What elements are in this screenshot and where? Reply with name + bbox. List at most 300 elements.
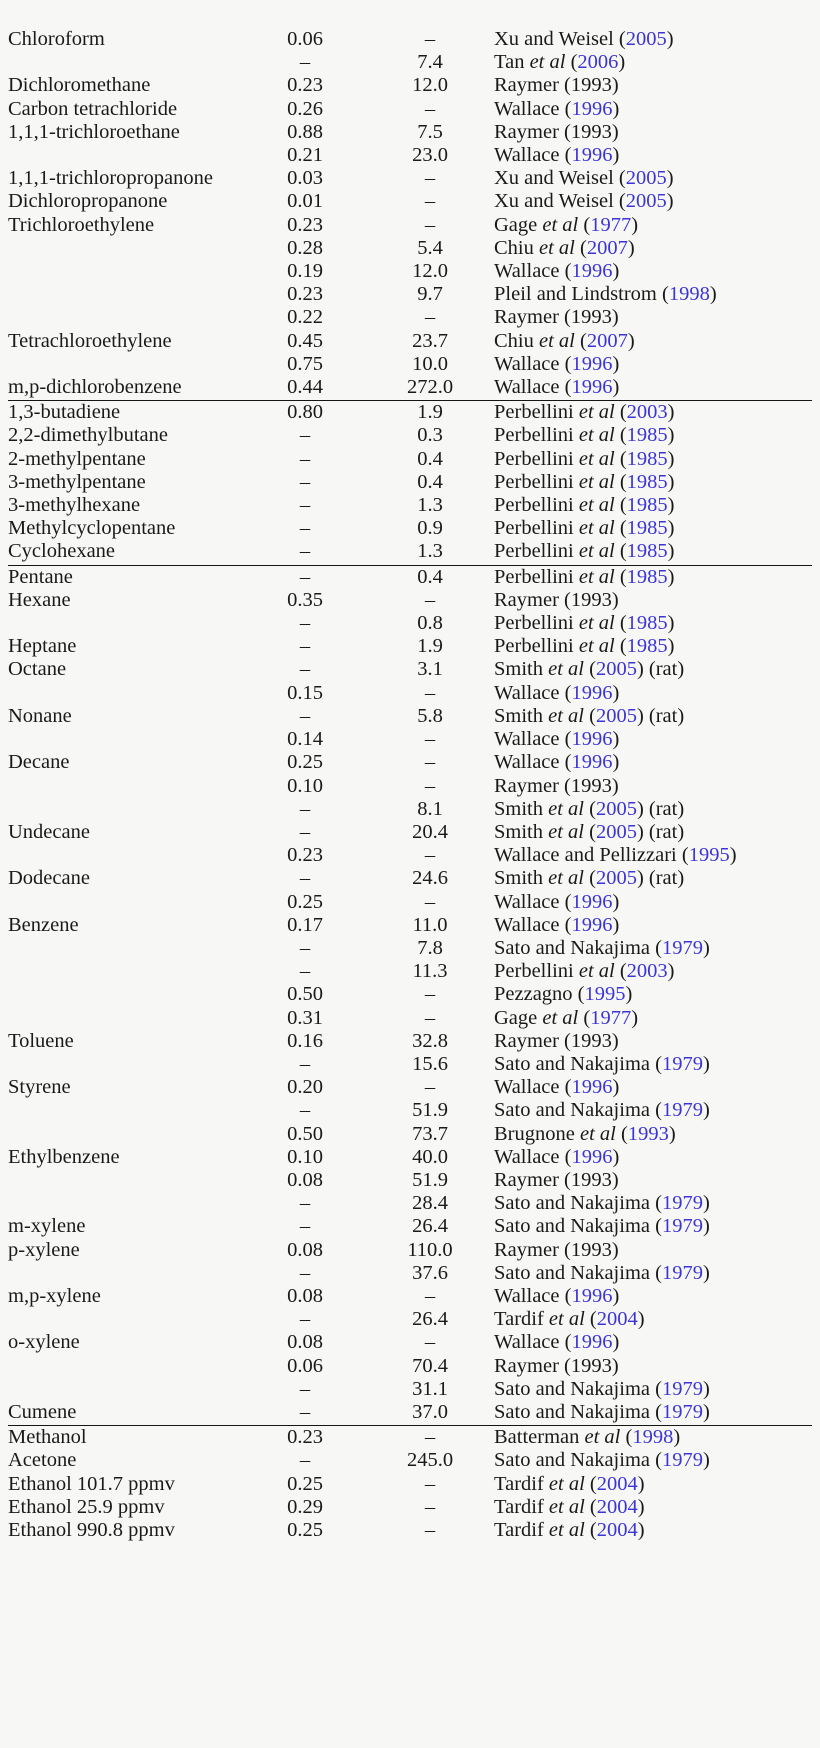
compound-name	[8, 728, 244, 751]
reference-suffix: )	[612, 913, 620, 936]
table-row	[8, 705, 812, 728]
reference-suffix: )	[702, 1261, 710, 1284]
reference-year[interactable]: 2007	[586, 236, 628, 259]
reference-authors: Gage	[494, 1006, 543, 1029]
reference-et-al: et al	[548, 1519, 585, 1541]
reference-year[interactable]: 1996	[571, 1331, 613, 1354]
fat-blood-partition-value: 5.4	[417, 236, 443, 259]
blood-air-partition-value: 0.25	[287, 1519, 323, 1541]
blood-air-partition-value: 0.08	[287, 1168, 323, 1191]
compound-name	[8, 51, 244, 74]
reference-citation	[494, 1169, 812, 1192]
reference-year[interactable]: 1996	[571, 260, 613, 283]
reference-suffix: )	[612, 728, 620, 751]
reference-year[interactable]: 1979	[661, 1261, 703, 1284]
reference-suffix: )	[612, 260, 620, 283]
reference-citation	[494, 376, 812, 401]
reference-citation	[494, 424, 812, 447]
reference-year[interactable]: 1979	[661, 1377, 703, 1400]
fat-blood-partition-value: 32.8	[412, 1029, 448, 1052]
table-row	[8, 353, 812, 376]
reference-year[interactable]: 1996	[571, 681, 613, 704]
blood-air-partition-value: –	[299, 820, 311, 843]
reference-year[interactable]: 1985	[626, 540, 668, 563]
table-row	[8, 214, 812, 237]
fat-blood-partition-value: –	[424, 97, 436, 120]
blood-air-partition-value: 0.25	[287, 890, 323, 913]
compound-name: Ethanol 990.8 ppmv	[8, 1519, 175, 1541]
fat-blood-partition-value: –	[424, 1006, 436, 1029]
reference-authors: Smith	[494, 797, 549, 820]
reference-citation	[494, 540, 812, 565]
reference-year[interactable]: 1979	[661, 936, 703, 959]
reference-citation	[494, 1123, 812, 1146]
partition-coefficient-table	[8, 28, 812, 1542]
compound-name	[8, 1169, 244, 1192]
reference-year[interactable]: 1996	[571, 890, 613, 913]
table-row	[8, 540, 812, 565]
reference-open-paren: (	[614, 424, 627, 447]
blood-air-partition-value: 0.08	[287, 1284, 323, 1307]
reference-suffix: )	[611, 1238, 619, 1261]
fat-blood-partition-value: 5.8	[417, 704, 443, 727]
reference-et-al: et al	[578, 635, 615, 658]
reference-year[interactable]: 1979	[661, 1449, 703, 1472]
reference-year[interactable]: 2005	[595, 797, 637, 820]
fat-blood-partition-value: –	[424, 983, 436, 1006]
table-row	[8, 1192, 812, 1215]
reference-suffix: )	[612, 1284, 620, 1307]
reference-authors: Raymer (	[494, 1354, 571, 1377]
reference-authors: Wallace (	[494, 260, 572, 283]
reference-citation	[494, 28, 812, 51]
reference-suffix: )	[709, 283, 717, 306]
reference-year[interactable]: 1996	[571, 376, 613, 399]
reference-year[interactable]: 1993	[627, 1122, 669, 1145]
reference-year[interactable]: 2005	[625, 167, 667, 190]
compound-name: Acetone	[8, 1449, 77, 1472]
compound-name: m,p-xylene	[8, 1284, 101, 1307]
compound-name: m-xylene	[8, 1215, 86, 1238]
reference-authors: Chiu	[494, 329, 539, 352]
blood-air-partition-value: 0.23	[287, 283, 323, 306]
reference-citation	[494, 1519, 812, 1542]
reference-open-paren: (	[584, 797, 596, 820]
reference-suffix: )	[611, 1168, 619, 1191]
blood-air-partition-value: 0.06	[287, 28, 323, 50]
blood-air-partition-value: 0.80	[287, 401, 323, 424]
reference-open-paren: (	[584, 704, 596, 727]
reference-suffix: )	[611, 588, 619, 611]
reference-authors: Wallace (	[494, 728, 572, 751]
reference-citation	[494, 1473, 812, 1496]
fat-blood-partition-value: –	[424, 1472, 436, 1495]
reference-year: 1993	[570, 74, 612, 97]
fat-blood-partition-value: 0.8	[417, 612, 443, 635]
reference-year: 1993	[570, 306, 612, 329]
reference-year[interactable]: 1996	[571, 97, 613, 120]
reference-year[interactable]: 2005	[595, 820, 637, 843]
fat-blood-partition-value: 31.1	[412, 1377, 448, 1400]
reference-authors: Gage	[494, 213, 543, 236]
reference-suffix: )	[618, 51, 626, 74]
reference-citation	[494, 635, 812, 658]
reference-et-al: et al	[548, 1472, 585, 1495]
blood-air-partition-value: 0.20	[287, 1076, 323, 1099]
table-row	[8, 98, 812, 121]
reference-year[interactable]: 2005	[595, 867, 637, 890]
reference-open-paren: (	[578, 1006, 591, 1029]
compound-name: Methanol	[8, 1426, 87, 1449]
blood-air-partition-value: 0.29	[287, 1495, 323, 1518]
table-row	[8, 983, 812, 1006]
reference-suffix: )	[631, 1006, 639, 1029]
reference-year[interactable]: 1985	[626, 424, 668, 447]
fat-blood-partition-value: –	[424, 844, 436, 867]
reference-authors: Wallace (	[494, 1145, 572, 1168]
table-row	[8, 237, 812, 260]
reference-year[interactable]: 1985	[626, 612, 668, 635]
compound-name	[8, 1007, 244, 1030]
table-row	[8, 424, 812, 447]
fat-blood-partition-value: –	[424, 728, 436, 751]
reference-et-al: et al	[578, 470, 615, 493]
compound-name	[8, 306, 244, 329]
table-row	[8, 517, 812, 540]
compound-name: 3-methylpentane	[8, 470, 146, 493]
reference-year[interactable]: 2005	[625, 28, 667, 50]
reference-suffix: )	[611, 1354, 619, 1377]
reference-suffix: )	[668, 1122, 676, 1145]
reference-citation	[494, 1308, 812, 1331]
reference-authors: Sato and Nakajima (	[494, 1052, 662, 1075]
reference-suffix: )	[667, 447, 675, 470]
blood-air-partition-value: 0.22	[287, 306, 323, 329]
fat-blood-partition-value: 23.0	[412, 144, 448, 167]
blood-air-partition-value: –	[299, 797, 311, 820]
reference-year[interactable]: 2004	[596, 1519, 638, 1541]
table-row	[8, 1239, 812, 1262]
table-row	[8, 306, 812, 329]
blood-air-partition-value: –	[299, 51, 311, 74]
blood-air-partition-value: 0.31	[287, 1006, 323, 1029]
reference-suffix: )	[702, 1052, 710, 1075]
reference-citation	[494, 821, 812, 844]
reference-citation	[494, 1053, 812, 1076]
reference-year[interactable]: 1995	[584, 983, 626, 1006]
table-row	[8, 190, 812, 213]
reference-et-al: et al	[548, 820, 584, 843]
blood-air-partition-value: –	[299, 1052, 311, 1075]
table-row	[8, 1426, 812, 1450]
table-row	[8, 798, 812, 821]
reference-authors: Raymer (	[494, 306, 571, 329]
blood-air-partition-value: 0.50	[287, 983, 323, 1006]
reference-year[interactable]: 1985	[626, 565, 668, 588]
blood-air-partition-value: 0.16	[287, 1029, 323, 1052]
reference-citation	[494, 1331, 812, 1354]
reference-citation	[494, 1401, 812, 1426]
reference-authors: Wallace (	[494, 681, 572, 704]
reference-suffix: )	[667, 424, 675, 447]
reference-year[interactable]: 1996	[571, 1145, 613, 1168]
reference-authors: Wallace (	[494, 1076, 572, 1099]
compound-name	[8, 144, 244, 167]
reference-year[interactable]: 1979	[661, 1192, 703, 1215]
blood-air-partition-value: –	[299, 704, 311, 727]
reference-suffix: )	[611, 120, 619, 143]
fat-blood-partition-value: –	[424, 1495, 436, 1518]
reference-open-paren: (	[614, 960, 627, 983]
reference-open-paren: (	[565, 51, 578, 74]
reference-open-paren: (	[584, 867, 596, 890]
fat-blood-partition-value: 1.3	[366, 540, 494, 565]
reference-open-paren: (	[614, 401, 627, 424]
reference-citation	[494, 330, 812, 353]
table-row	[8, 471, 812, 494]
reference-authors: Perbellini	[494, 401, 579, 424]
reference-open-paren: (	[584, 1519, 597, 1541]
reference-suffix: )	[612, 376, 620, 399]
reference-authors: Tardif	[494, 1519, 549, 1541]
reference-suffix: )	[667, 960, 675, 983]
fat-blood-partition-value: –	[424, 306, 436, 329]
reference-suffix: )	[612, 751, 620, 774]
fat-blood-partition-value: 12.0	[412, 260, 448, 283]
blood-air-partition-value: –	[299, 1192, 311, 1215]
reference-suffix: )	[702, 936, 710, 959]
reference-authors: Smith	[494, 820, 549, 843]
blood-air-partition-value: 0.28	[287, 236, 323, 259]
fat-blood-partition-value: –	[424, 213, 436, 236]
reference-et-al: et al	[578, 424, 615, 447]
blood-air-partition-value: 0.08	[287, 1238, 323, 1261]
fat-blood-partition-value: 1.9	[417, 635, 443, 658]
reference-citation	[494, 867, 812, 890]
reference-year[interactable]: 1979	[661, 1099, 703, 1122]
reference-year[interactable]: 2004	[596, 1472, 638, 1495]
reference-year[interactable]: 2005	[595, 658, 637, 681]
reference-authors: Pezzagno (	[494, 983, 585, 1006]
reference-year[interactable]: 2005	[625, 190, 667, 213]
fat-blood-partition-value: 9.7	[417, 283, 443, 306]
reference-authors: Raymer (	[494, 120, 571, 143]
reference-suffix: )	[667, 401, 675, 424]
reference-open-paren: (	[614, 635, 627, 658]
reference-citation	[494, 121, 812, 144]
reference-citation	[494, 844, 812, 867]
table-row	[8, 1378, 812, 1401]
reference-citation	[494, 983, 812, 1006]
table-row	[8, 121, 812, 144]
reference-suffix: )	[673, 1426, 681, 1449]
reference-suffix: )	[702, 1449, 710, 1472]
reference-year[interactable]: 2007	[586, 329, 628, 352]
reference-year[interactable]: 1985	[626, 470, 668, 493]
reference-year[interactable]: 1996	[571, 1076, 613, 1099]
fat-blood-partition-value: 1.3	[417, 494, 443, 517]
fat-blood-partition-value: 245.0	[406, 1449, 454, 1472]
reference-et-al: et al	[578, 494, 615, 517]
reference-year[interactable]: 1996	[571, 913, 613, 936]
fat-blood-partition-value: 26.4	[412, 1215, 448, 1238]
reference-year[interactable]: 1998	[632, 1426, 674, 1449]
reference-year[interactable]: 2004	[596, 1308, 638, 1331]
reference-citation	[494, 914, 812, 937]
blood-air-partition-value: –	[299, 1099, 311, 1122]
reference-year[interactable]: 1979	[661, 1052, 703, 1075]
fat-blood-partition-value: 10.0	[412, 352, 448, 375]
blood-air-partition-value: 0.75	[287, 352, 323, 375]
compound-name: Octane	[8, 658, 67, 681]
fat-blood-partition-value: 12.0	[412, 74, 448, 97]
reference-year: 1993	[570, 1168, 612, 1191]
reference-year[interactable]: 2006	[577, 51, 619, 74]
compound-name	[8, 1099, 244, 1122]
reference-year[interactable]: 1985	[626, 447, 668, 470]
table-row	[8, 914, 812, 937]
reference-citation	[494, 1192, 812, 1215]
blood-air-partition-value: 0.26	[287, 97, 323, 120]
compound-name	[8, 612, 244, 635]
reference-authors: Sato and Nakajima (	[494, 936, 662, 959]
table-row	[8, 1076, 812, 1099]
blood-air-partition-value: 0.10	[287, 1145, 323, 1168]
blood-air-partition-value: 0.23	[287, 74, 323, 97]
reference-year[interactable]: 2003	[626, 401, 668, 424]
fat-blood-partition-value: 272.0	[366, 376, 494, 401]
fat-blood-partition-value: –	[424, 1331, 436, 1354]
blood-air-partition-value: –	[299, 1377, 311, 1400]
blood-air-partition-value: 0.23	[287, 1426, 323, 1449]
reference-year[interactable]: 1979	[661, 1400, 703, 1423]
reference-suffix: )	[611, 74, 619, 97]
reference-citation	[494, 306, 812, 329]
table-body	[8, 28, 812, 1542]
reference-et-al: et al	[539, 236, 575, 259]
reference-open-paren: (	[584, 820, 596, 843]
fat-blood-partition-value: 73.7	[412, 1122, 448, 1145]
reference-authors: Raymer (	[494, 1029, 571, 1052]
reference-et-al: et al	[578, 565, 615, 588]
reference-year[interactable]: 2004	[596, 1495, 638, 1518]
reference-suffix: )	[667, 494, 675, 517]
reference-citation	[494, 612, 812, 635]
table-row	[8, 1519, 812, 1542]
reference-citation	[494, 494, 812, 517]
blood-air-partition-value: 0.35	[287, 588, 323, 611]
reference-citation	[494, 1030, 812, 1053]
reference-et-al: et al	[539, 329, 575, 352]
reference-citation	[494, 565, 812, 589]
reference-year[interactable]: 1985	[626, 494, 668, 517]
table-row	[8, 1449, 812, 1472]
table-row	[8, 494, 812, 517]
reference-year[interactable]: 1996	[571, 352, 613, 375]
reference-year[interactable]: 2005	[595, 704, 637, 727]
reference-year[interactable]: 1996	[571, 1284, 613, 1307]
reference-year[interactable]: 1979	[661, 1215, 703, 1238]
reference-open-paren: (	[578, 213, 591, 236]
reference-open-paren: (	[615, 1122, 628, 1145]
reference-citation	[494, 798, 812, 821]
fat-blood-partition-value: 0.4	[417, 447, 443, 470]
blood-air-partition-value: –	[299, 1449, 311, 1472]
reference-year[interactable]: 1996	[571, 751, 613, 774]
compound-name: 2,2-dimethylbutane	[8, 424, 168, 447]
blood-air-partition-value: –	[299, 936, 311, 959]
reference-authors: Wallace (	[494, 352, 572, 375]
reference-year[interactable]: 1996	[571, 728, 613, 751]
compound-name: 1,3-butadiene	[8, 401, 121, 424]
reference-suffix: )	[702, 1192, 710, 1215]
reference-year[interactable]: 1995	[688, 844, 730, 867]
reference-open-paren: (	[584, 1495, 597, 1518]
reference-year[interactable]: 1985	[626, 635, 668, 658]
reference-open-paren: (	[574, 329, 587, 352]
reference-suffix: )	[612, 1331, 620, 1354]
reference-open-paren: (	[584, 1308, 597, 1331]
reference-authors: Sato and Nakajima (	[494, 1192, 662, 1215]
reference-open-paren: (	[614, 494, 627, 517]
compound-name: 1,1,1-trichloropropanone	[8, 167, 213, 190]
reference-authors: Wallace (	[494, 1284, 572, 1307]
reference-citation	[494, 190, 812, 213]
reference-year[interactable]: 1977	[590, 213, 632, 236]
fat-blood-partition-value: 40.0	[412, 1145, 448, 1168]
reference-year[interactable]: 1998	[668, 283, 710, 306]
reference-citation	[494, 1262, 812, 1285]
reference-et-al: et al	[578, 447, 615, 470]
reference-suffix: )	[667, 470, 675, 493]
fat-blood-partition-value: 24.6	[412, 867, 448, 890]
reference-et-al: et al	[578, 540, 615, 563]
fat-blood-partition-value: 0.9	[417, 517, 443, 540]
table-row	[8, 565, 812, 589]
compound-name: 1,1,1-trichloroethane	[8, 120, 180, 143]
compound-name: Hexane	[8, 588, 71, 611]
table-row	[8, 51, 812, 74]
reference-year: 1993	[570, 774, 612, 797]
fat-blood-partition-value: –	[424, 751, 436, 774]
reference-year[interactable]: 2003	[626, 960, 668, 983]
reference-citation	[494, 682, 812, 705]
blood-air-partition-value: 0.03	[287, 167, 323, 190]
table-row	[8, 1473, 812, 1496]
reference-year[interactable]: 1985	[626, 517, 668, 540]
compound-name	[8, 775, 244, 798]
reference-citation	[494, 891, 812, 914]
reference-year[interactable]: 1977	[590, 1006, 632, 1029]
reference-et-al: et al	[542, 1006, 579, 1029]
reference-authors: Sato and Nakajima (	[494, 1099, 662, 1122]
reference-suffix: )	[702, 1377, 710, 1400]
reference-suffix: ) (rat)	[636, 797, 685, 820]
blood-air-partition-value: 0.19	[287, 260, 323, 283]
reference-year[interactable]: 1996	[571, 144, 613, 167]
reference-citation	[494, 1378, 812, 1401]
table-row	[8, 1496, 812, 1519]
blood-air-partition-value: –	[299, 447, 311, 470]
reference-authors: Perbellini	[494, 635, 579, 658]
blood-air-partition-value: 0.14	[287, 728, 323, 751]
reference-suffix: )	[627, 329, 635, 352]
reference-authors: Raymer (	[494, 1168, 571, 1191]
fat-blood-partition-value: 20.4	[412, 820, 448, 843]
reference-authors: Sato and Nakajima (	[494, 1215, 662, 1238]
compound-name: 3-methylhexane	[8, 494, 141, 517]
reference-suffix: )	[667, 612, 675, 635]
